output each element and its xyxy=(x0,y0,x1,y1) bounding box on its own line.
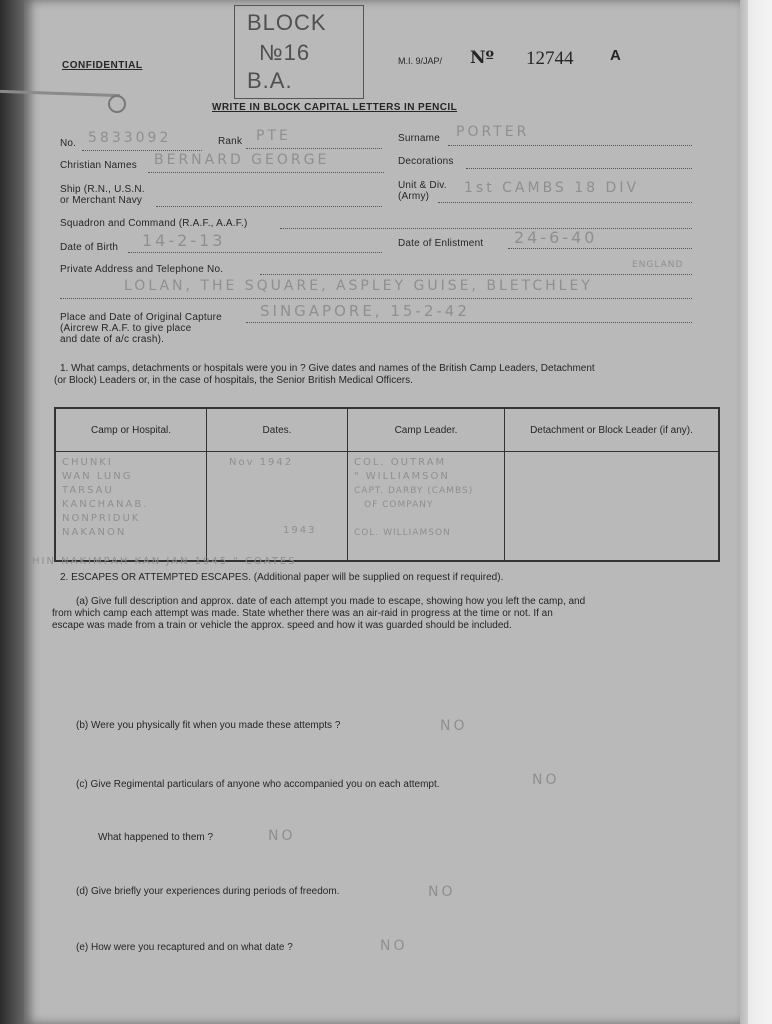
leader-entry: CAPT. DARBY (CAMBS) xyxy=(354,486,474,496)
camp-header: Camp or Hospital. xyxy=(55,408,207,452)
address-value: LOLAN, THE SQUARE, ASPLEY GUISE, BLETCHLEY xyxy=(124,278,593,294)
unit-label-2: (Army) xyxy=(398,191,430,202)
squadron-label: Squadron and Command (R.A.F., A.A.F.) xyxy=(60,218,248,229)
stamp-line-2: №16 xyxy=(259,40,311,65)
leader-entry: OF COMPANY xyxy=(364,500,434,510)
ship-label-1: Ship (R.N., U.S.N. xyxy=(60,184,145,195)
form-number: 12744 xyxy=(526,48,574,69)
no-label: No. xyxy=(60,138,77,149)
rank-line xyxy=(246,148,382,149)
decorations-line xyxy=(466,168,692,169)
camp-entry: NONPRIDUK xyxy=(62,513,141,524)
form-suffix: A xyxy=(610,47,621,64)
surname-line xyxy=(448,145,692,146)
surname-label: Surname xyxy=(398,133,440,144)
q2d-answer: NO xyxy=(428,884,456,900)
camp-cell xyxy=(55,452,207,562)
no-line xyxy=(82,150,202,151)
detachment-cell xyxy=(505,452,720,562)
form-page xyxy=(24,0,740,1024)
enlistment-label: Date of Enlistment xyxy=(398,238,484,249)
table-overflow-entry: HIN NAKIMPAH KAN JAN 1945 " COATES xyxy=(32,556,297,567)
table-row xyxy=(55,452,719,562)
leader-entry: " WILLIAMSON xyxy=(354,471,450,482)
pencil-instruction: WRITE IN BLOCK CAPITAL LETTERS IN PENCIL xyxy=(212,102,458,113)
q2e-text: (e) How were you recaptured and on what date ? xyxy=(76,942,293,953)
ship-line xyxy=(156,206,382,207)
capture-label-1: Place and Date of Original Capture xyxy=(60,312,222,323)
camp-entry: NAKANON xyxy=(62,527,127,538)
address-line-2 xyxy=(60,298,692,299)
confidential-label: CONFIDENTIAL xyxy=(62,60,143,71)
camp-entry: TARSAU xyxy=(62,485,114,496)
leader-entry: COL. OUTRAM xyxy=(354,457,447,468)
capture-label-2: (Aircrew R.A.F. to give place xyxy=(60,323,192,334)
reference-code: M.I. 9/JAP/ xyxy=(398,56,443,66)
enlistment-value: 24-6-40 xyxy=(514,228,598,247)
camp-leader-cell xyxy=(348,452,505,562)
stamp-line-1: BLOCK xyxy=(247,10,327,35)
rank-label: Rank xyxy=(218,136,243,147)
q2c-followup-answer: NO xyxy=(268,828,296,844)
q2b-answer: NO xyxy=(440,718,468,734)
date-entry: 1943 xyxy=(283,525,317,536)
camp-leader-header: Camp Leader. xyxy=(348,408,505,452)
dob-line xyxy=(128,252,382,253)
binding-ring xyxy=(108,95,126,113)
date-entry xyxy=(213,470,341,484)
q2a-line-3: escape was made from a train or vehicle the approx. speed and how it was guarded should be included. xyxy=(52,620,512,631)
camp-entry: WAN LUNG xyxy=(62,471,133,482)
camp-entry: CHUNKI xyxy=(62,457,113,468)
q2-title: 2. ESCAPES OR ATTEMPTED ESCAPES. (Additional paper will be supplied on request if required). xyxy=(60,572,504,583)
block-stamp xyxy=(234,5,364,99)
unit-value: 1st CAMBS 18 DIV xyxy=(464,180,640,196)
christian-names-line xyxy=(148,172,384,173)
q1-line-2: (or Block) Leaders or, in the case of hospitals, the Senior British Medical Officers. xyxy=(54,375,413,386)
ship-label-2: or Merchant Navy xyxy=(60,195,143,206)
camps-table xyxy=(54,407,720,562)
leader-entry: COL. WILLIAMSON xyxy=(354,528,451,538)
christian-names-value: BERNARD GEORGE xyxy=(154,152,330,168)
unit-line xyxy=(438,202,692,203)
q2b-text: (b) Were you physically fit when you made these attempts ? xyxy=(76,720,341,731)
detachment-header: Detachment or Block Leader (if any). xyxy=(505,408,720,452)
no-value: 5833092 xyxy=(88,130,172,146)
dates-cell xyxy=(207,452,348,562)
camps-table-header-row xyxy=(55,408,719,452)
rank-value: PTE xyxy=(256,128,291,144)
camp-entry: KANCHANAB. xyxy=(62,499,149,510)
dates-header: Dates. xyxy=(207,408,348,452)
date-entry xyxy=(213,484,341,498)
decorations-label: Decorations xyxy=(398,156,454,167)
capture-line xyxy=(246,322,692,323)
q2c-answer: NO xyxy=(532,772,560,788)
q2c-followup-text: What happened to them ? xyxy=(98,832,214,843)
date-entry xyxy=(213,498,341,512)
capture-value: SINGAPORE, 15-2-42 xyxy=(260,302,470,320)
q2c-text: (c) Give Regimental particulars of anyone who accompanied you on each attempt. xyxy=(76,779,440,790)
enlistment-line xyxy=(508,248,692,249)
stamp-line-3: B.A. xyxy=(247,68,293,93)
unit-label-1: Unit & Div. xyxy=(398,180,447,191)
capture-label-3: and date of a/c crash). xyxy=(60,334,165,345)
q1-line-1: 1. What camps, detachments or hospitals were you in ? Give dates and names of the British Camp Leaders, Detachment xyxy=(60,363,595,374)
address-label: Private Address and Telephone No. xyxy=(60,264,224,275)
q2d-text: (d) Give briefly your experiences during periods of freedom. xyxy=(76,886,340,897)
address-extra-value: ENGLAND xyxy=(632,260,684,270)
squadron-line xyxy=(280,228,692,229)
q2a-line-1: (a) Give full description and approx. date of each attempt you made to escape, showing how you left the camp, and xyxy=(76,596,586,607)
leader-entry xyxy=(354,512,498,526)
surname-value: PORTER xyxy=(456,124,530,140)
christian-names-label: Christian Names xyxy=(60,160,137,171)
date-entry: Nov 1942 xyxy=(229,457,294,468)
number-label: Nº xyxy=(470,48,495,68)
q2a-line-2: from which camp each attempt was made. State whether there was an air-raid in progress at the time or not. If an xyxy=(52,608,553,619)
address-line-1 xyxy=(260,274,692,275)
q2e-answer: NO xyxy=(380,938,408,954)
dob-value: 14-2-13 xyxy=(142,231,226,250)
dob-label: Date of Birth xyxy=(60,242,119,253)
